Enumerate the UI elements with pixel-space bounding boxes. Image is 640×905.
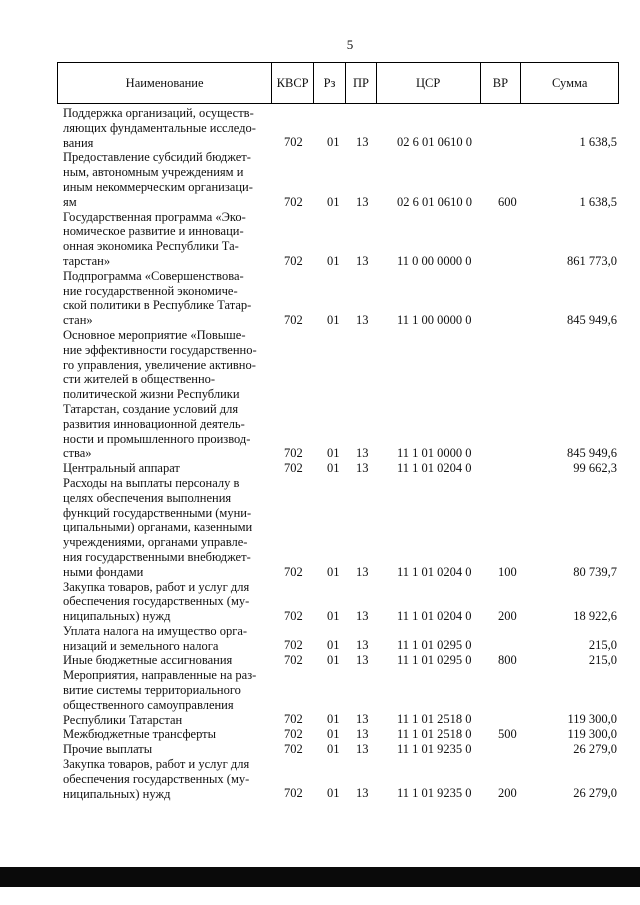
row-name: Предоставление субсидий бюджет- ным, автономным учреждениям и иным некоммерческим организаци- ям — [63, 150, 253, 209]
row-rz: 01 — [327, 653, 340, 668]
row-pr: 13 — [356, 712, 369, 727]
row-csr: 11 1 00 0000 0 — [397, 312, 472, 327]
row-csr: 11 1 01 2518 0 — [397, 712, 472, 727]
header-rz: Рз — [314, 63, 346, 103]
row-pr: 13 — [356, 253, 369, 268]
row-rz: 01 — [327, 638, 340, 653]
row-sum: 215,0 — [588, 638, 617, 653]
row-rz: 01 — [327, 786, 340, 801]
header-csr: ЦСР — [377, 63, 481, 103]
row-pr: 13 — [356, 564, 369, 579]
row-kvsr: 702 — [284, 608, 303, 623]
row-name: Центральный аппарат — [63, 461, 180, 476]
table-row — [63, 106, 623, 150]
row-vr: 200 — [498, 786, 517, 801]
table-body — [63, 106, 623, 801]
table-row — [63, 210, 623, 269]
row-sum: 1 638,5 — [579, 194, 617, 209]
row-rz: 01 — [327, 460, 340, 475]
table-row — [63, 150, 623, 209]
row-name: Иные бюджетные ассигнования — [63, 653, 233, 668]
row-name: Основное мероприятие «Повыше- ние эффективности государственно- го управления, увеличение активно- сти жителей в общественно- политической жизни Республики Татарстан, создание условий для развития инновационной деятель- ности и промышленного производ- ства» — [63, 327, 257, 461]
row-kvsr: 702 — [284, 638, 303, 653]
row-kvsr: 702 — [284, 194, 303, 209]
table-row — [63, 476, 623, 580]
row-sum: 1 638,5 — [579, 135, 617, 150]
row-rz: 01 — [327, 312, 340, 327]
row-rz: 01 — [327, 446, 340, 461]
table-row — [63, 461, 623, 476]
row-pr: 13 — [356, 194, 369, 209]
row-rz: 01 — [327, 253, 340, 268]
row-sum: 845 949,6 — [567, 446, 617, 461]
row-rz: 01 — [327, 194, 340, 209]
row-csr: 11 1 01 9235 0 — [397, 786, 472, 801]
row-name: Поддержка организаций, осуществ- ляющих фундаментальные исследо- вания — [63, 106, 256, 150]
table-row — [63, 757, 623, 801]
row-pr: 13 — [356, 608, 369, 623]
row-name: Подпрограмма «Совершенствова- ние государственной экономиче- ской политики в Республике Татар- стан» — [63, 268, 252, 328]
row-csr: 02 6 01 0610 0 — [397, 194, 472, 209]
row-csr: 02 6 01 0610 0 — [397, 135, 472, 150]
row-kvsr: 702 — [284, 312, 303, 327]
row-rz: 01 — [327, 712, 340, 727]
row-kvsr: 702 — [284, 446, 303, 461]
row-kvsr: 702 — [284, 742, 303, 757]
row-sum: 845 949,6 — [567, 312, 617, 327]
row-name: Государственная программа «Эко- номическое развитие и инноваци- онная экономика Республики Та- тарстан» — [63, 209, 246, 268]
table-row — [63, 653, 623, 668]
row-kvsr: 702 — [284, 253, 303, 268]
row-pr: 13 — [356, 446, 369, 461]
header-kvsr: КВСР — [272, 63, 314, 103]
row-csr: 11 1 01 0295 0 — [397, 638, 472, 653]
page-number: 5 — [346, 37, 354, 52]
row-kvsr: 702 — [284, 727, 303, 742]
row-kvsr: 702 — [284, 712, 303, 727]
row-sum: 861 773,0 — [567, 253, 617, 268]
header-sum: Сумма — [551, 75, 588, 90]
row-name: Мероприятия, направленные на раз- витие системы территориального общественного самоуправления Республики Татарстан — [63, 668, 257, 727]
row-name: Закупка товаров, работ и услуг для обеспечения государственных (му- ниципальных) нужд — [63, 579, 250, 624]
row-vr: 100 — [498, 564, 517, 579]
row-sum: 119 300,0 — [567, 727, 617, 742]
row-rz: 01 — [327, 564, 340, 579]
row-vr: 500 — [498, 727, 517, 742]
row-csr: 11 1 01 0000 0 — [397, 446, 472, 461]
row-pr: 13 — [356, 742, 369, 757]
row-vr: 800 — [498, 653, 517, 668]
row-sum: 119 300,0 — [567, 712, 617, 727]
row-sum: 80 739,7 — [573, 564, 617, 579]
row-sum: 215,0 — [588, 653, 617, 668]
row-csr: 11 1 01 0204 0 — [397, 460, 472, 475]
table-row — [63, 727, 623, 742]
row-sum: 26 279,0 — [573, 742, 617, 757]
row-kvsr: 702 — [284, 460, 303, 475]
row-csr: 11 1 01 0204 0 — [397, 564, 472, 579]
table-row — [63, 742, 623, 757]
row-sum: 99 662,3 — [573, 460, 617, 475]
row-kvsr: 702 — [284, 135, 303, 150]
row-rz: 01 — [327, 727, 340, 742]
row-pr: 13 — [356, 460, 369, 475]
row-rz: 01 — [327, 742, 340, 757]
header-vr: ВР — [481, 63, 522, 103]
table-row — [63, 269, 623, 328]
row-sum: 18 922,6 — [573, 608, 617, 623]
row-pr: 13 — [356, 786, 369, 801]
row-kvsr: 702 — [284, 786, 303, 801]
row-csr: 11 0 00 0000 0 — [397, 253, 472, 268]
row-sum: 26 279,0 — [573, 786, 617, 801]
header-name: Наименование — [58, 63, 272, 103]
row-name: Закупка товаров, работ и услуг для обеспечения государственных (му- ниципальных) нужд — [63, 757, 250, 801]
row-rz: 01 — [327, 608, 340, 623]
row-pr: 13 — [356, 135, 369, 150]
table-header — [57, 62, 619, 104]
row-pr: 13 — [356, 653, 369, 668]
row-kvsr: 702 — [284, 564, 303, 579]
row-csr: 11 1 01 9235 0 — [397, 742, 472, 757]
table-row — [63, 580, 623, 624]
row-vr: 600 — [498, 194, 517, 209]
table-row — [63, 668, 623, 727]
row-csr: 11 1 01 0295 0 — [397, 653, 472, 668]
row-name: Межбюджетные трансферты — [63, 727, 217, 742]
table-row — [63, 328, 623, 461]
row-pr: 13 — [356, 312, 369, 327]
row-name: Уплата налога на имущество орга- низаций и земельного налога — [63, 623, 248, 653]
scan-edge-bar — [0, 867, 640, 887]
table-row — [63, 624, 623, 654]
row-csr: 11 1 01 0204 0 — [397, 608, 472, 623]
row-name: Прочие выплаты — [63, 742, 153, 757]
row-csr: 11 1 01 2518 0 — [397, 727, 472, 742]
row-vr: 200 — [498, 608, 517, 623]
row-pr: 13 — [356, 727, 369, 742]
row-kvsr: 702 — [284, 653, 303, 668]
row-name: Расходы на выплаты персоналу в целях обеспечения выполнения функций государственными (муни- ципальными) органами, казенными учреждениями, органами управле- ния государственными внебюджет- ными фондами — [63, 475, 253, 579]
row-rz: 01 — [327, 135, 340, 150]
header-pr: ПР — [346, 63, 377, 103]
row-pr: 13 — [356, 638, 369, 653]
